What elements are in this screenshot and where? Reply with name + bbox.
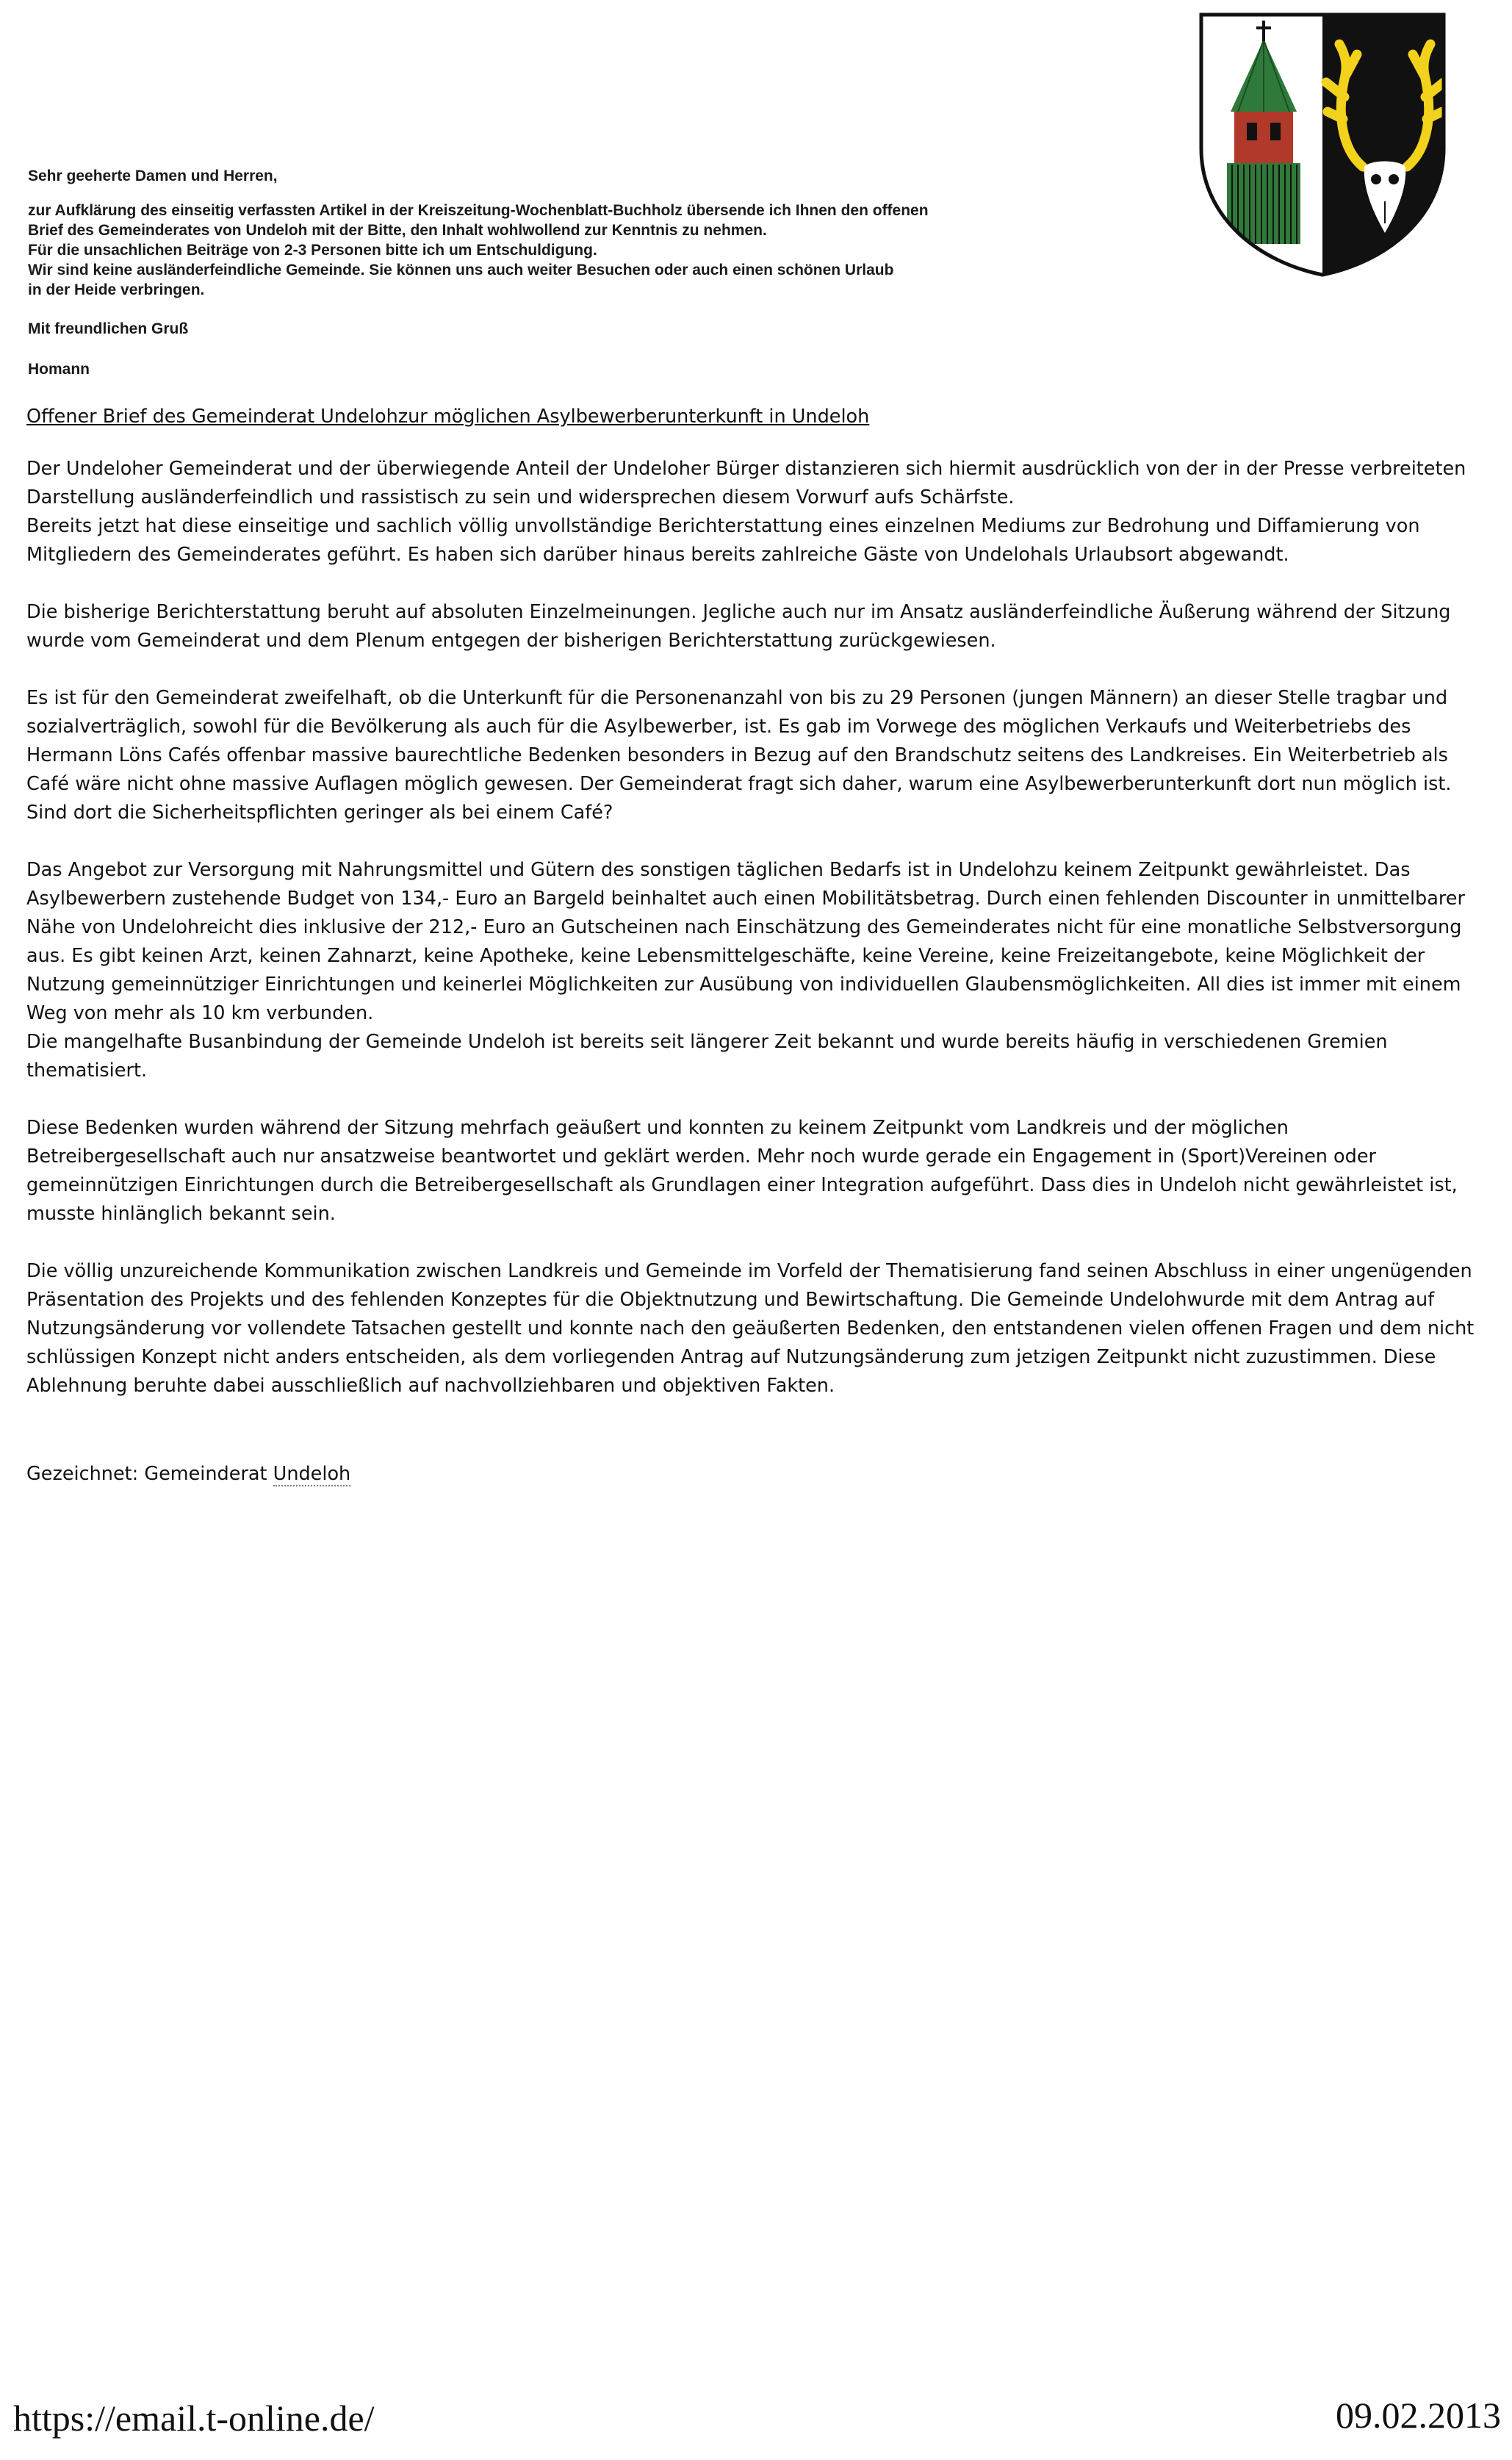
cover-signature: Homann [28, 361, 90, 378]
footer-date: 09.02.2013 [1336, 2395, 1501, 2436]
open-letter-paragraph: Die völlig unzureichende Kommunikation zwischen Landkreis und Gemeinde im Vorfeld der Thematisierung fand seinen Abschluss in einer ungenügenden Präsentation des Projekts und des fehlenden Konzeptes für die Objektnutzung und Bewirtschaftung. Die Gemeinde Undelohwurde mit dem Antrag auf Nutzungsänderung vor vollendete Tatsachen gestellt und konnte nach den geäußerten Bedenken, den entstandenen vielen offenen Fragen und dem nicht schlüssigen Konzept nicht anders entscheiden, als dem vorliegenden Antrag auf Nutzungsänderung zum jetzigen Zeitpunkt nicht zuzustimmen. Diese Ablehnung beruhte dabei ausschließlich auf nachvollziehbaren und objektiven Fakten. [26, 1260, 1475, 1397]
open-letter-paragraph: Diese Bedenken wurden während der Sitzung mehrfach geäußert und konnten zu keinem Zeitpunkt vom Landkreis und der möglichen Betreibergesellschaft auch nur ansatzweise beantwortet und geklärt werden. Mehr noch wurde gerade ein Engagement in (Sport)Vereinen oder gemeinnützigen Einrichtungen durch die Betreibergesellschaft als Grundlagen einer Integration aufgeführt. Dass dies in Undeloh nicht gewährleistet ist, musste hinlänglich bekannt sein. [26, 1117, 1458, 1225]
cover-body-line: Für die unsachlichen Beiträge von 2-3 Personen bitte ich um Entschuldigung. [28, 242, 597, 259]
open-letter-paragraph: Es ist für den Gemeinderat zweifelhaft, ob die Unterkunft für die Personenanzahl von bis zu 29 Personen (jungen Männern) an dieser Stelle tragbar und sozialverträglich, sowohl für die Bevölkerung als auch für die Asylbewerber, ist. Es gab im Vorwege des möglichen Verkaufs und Weiterbetriebs des Hermann Löns Cafés offenbar massive baurechtliche Bedenken besonders in Bezug auf den Brandschutz seitens des Landkreises. Ein Weiterbetrieb als Café wäre nicht ohne massive Auflagen möglich gewesen. Der Gemeinderat fragt sich daher, warum eine Asylbewerberunterkunft dort nun möglich ist. Sind dort die Sicherheitspflichten geringer als bei einem Café? [26, 687, 1452, 824]
signature-place: Undeloh [273, 1463, 351, 1485]
open-letter-signature [26, 1460, 1488, 1489]
open-letter-paragraph: Die bisherige Berichterstattung beruht auf absoluten Einzelmeinungen. Jegliche auch nur im Ansatz ausländerfeindliche Äußerung während der Sitzung wurde vom Gemeinderat und dem Plenum entgegen der bisherigen Berichterstattung zurückgewiesen. [26, 601, 1451, 652]
cover-salutation: Sehr geeherte Damen und Herren, [28, 168, 278, 184]
cover-body-line: Brief des Gemeinderates von Undeloh mit der Bitte, den Inhalt wohlwollend zur Kenntnis zu nehmen. [28, 222, 767, 239]
open-letter-paragraph: Die mangelhafte Busanbindung der Gemeinde Undeloh ist bereits seit längerer Zeit bekannt und wurde bereits häufig in verschiedenen Gremien thematisiert. [26, 1031, 1388, 1082]
open-letter [26, 403, 1488, 1508]
coat-of-arms-icon [1194, 9, 1451, 281]
signature-prefix: Gezeichnet: Gemeinderat [26, 1463, 273, 1485]
cover-body-line: Wir sind keine ausländerfeindliche Gemeinde. Sie können uns auch weiter Besuchen oder auch einen schönen Urlaub [28, 262, 894, 278]
open-letter-paragraph: Der Undeloher Gemeinderat und der überwiegende Anteil der Undeloher Bürger distanzieren sich hiermit ausdrücklich von der in der Presse verbreiteten Darstellung ausländerfeindlich und rassistisch zu sein und widersprechen diesem Vorwurf aufs Schärfste. [26, 458, 1466, 508]
cover-letter [28, 166, 1056, 379]
cover-closing: Mit freundlichen Gruß [28, 320, 189, 337]
footer-url: https://email.t-online.de/ [13, 2398, 375, 2439]
cover-body-line: in der Heide verbringen. [28, 281, 205, 298]
open-letter-paragraph: Das Angebot zur Versorgung mit Nahrungsmittel und Gütern des sonstigen täglichen Bedarfs ist in Undelohzu keinem Zeitpunkt gewährleistet. Das Asylbewerbern zustehende Budget von 134,- Euro an Bargeld beinhaltet auch einen Mobilitätsbetrag. Durch einen fehlenden Discounter in unmittelbarer Nähe von Undelohreicht dies inklusive der 212,- Euro an Gutscheinen nach Einschätzung des Gemeinderates nicht für eine monatliche Selbstversorgung aus. Es gibt keinen Arzt, keinen Zahnarzt, keine Apotheke, keine Lebensmittelgeschäfte, keine Vereine, keine Freizeitangebote, keine Möglichkeit der Nutzung gemeinnütziger Einrichtungen und keinerlei Möglichkeiten zur Ausübung von individuellen Glaubensmöglichkeiten. All dies ist immer mit einem Weg von mehr als 10 km verbunden. [26, 859, 1465, 1024]
open-letter-paragraph: Bereits jetzt hat diese einseitige und sachlich völlig unvollständige Berichterstattung eines einzelnen Mediums zur Bedrohung und Diffamierung von Mitgliedern des Gemeinderates geführt. Es haben sich darüber hinaus bereits zahlreiche Gäste von Undelohals Urlaubsort abgewandt. [26, 515, 1420, 566]
cover-body-line: zur Aufklärung des einseitig verfassten Artikel in der Kreiszeitung-Wochenblatt-Buchholz übersende ich Ihnen den offenen [28, 202, 929, 219]
open-letter-title: Offener Brief des Gemeinderat Undelohzur möglichen Asylbewerberunterkunft in Undeloh [26, 406, 870, 428]
